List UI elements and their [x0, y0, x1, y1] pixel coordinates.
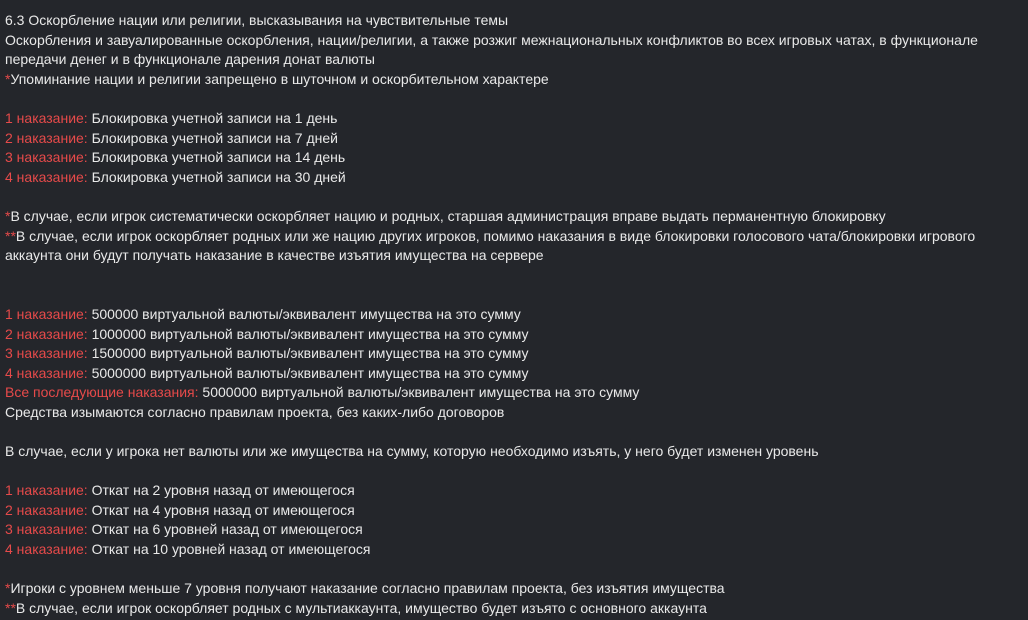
punishment-label: 2 наказание:: [5, 129, 88, 146]
rule-note-3-line-2: аккаунта они будут получать наказание в качестве изъятия имущества на сервере: [5, 247, 544, 264]
note-text: Игроки с уровнем меньше 7 уровня получают наказание согласно правилам проекта, без изъятия имущества: [10, 580, 725, 597]
punishment-text: Откат на 2 уровня назад от имеющегося: [87, 482, 355, 499]
punishment-text: Блокировка учетной записи на 14 день: [87, 149, 346, 166]
punishment-label: 1 наказание:: [5, 305, 88, 322]
spacer: [5, 422, 1028, 442]
note-text: В случае, если игрок оскорбляет родных или же нацию других игроков, помимо наказания в виде блокировки голосового чата/блокировки игрового: [15, 227, 976, 244]
spacer: [5, 89, 1028, 109]
fine-punishment-1: [5, 305, 1028, 325]
level-punishment-2: [5, 501, 1028, 521]
punishment-label: 1 наказание:: [5, 109, 88, 126]
note-text: Упоминание нации и религии запрещено в шуточном и оскорбительном характере: [10, 70, 549, 87]
fine-punishment-3: [5, 344, 1028, 364]
fine-note: Средства изымаются согласно правилам проекта, без каких-либо договоров: [5, 403, 505, 420]
punishment-label: 4 наказание:: [5, 541, 88, 558]
level-punishment-3: [5, 520, 1028, 540]
double-star-marker: **: [5, 227, 16, 244]
block-punishment-4: [5, 168, 1028, 188]
rule-description-line-2: передачи денег и в функционале дарения донат валюты: [5, 51, 375, 68]
fine-punishment-subsequent: [5, 383, 1028, 403]
level-punishment-1: [5, 481, 1028, 501]
punishment-text: Откат на 4 уровня назад от имеющегося: [87, 501, 355, 518]
punishment-text: 5000000 виртуальной валюты/эквивалент имущества на это сумму: [198, 384, 640, 401]
block-punishment-2: [5, 129, 1028, 149]
rule-note-4: [5, 579, 1028, 599]
rule-note-5: [5, 599, 1028, 619]
rule-description-line-1: Оскорбления и завуалированные оскорбления, нации/религии, а также розжиг межнациональных конфликтов во всех игровых чатах, в функционале: [5, 31, 978, 48]
rule-note-3-line-1: [5, 227, 1028, 247]
rule-note-1: [5, 70, 1028, 90]
punishment-text: Откат на 6 уровней назад от имеющегося: [87, 521, 363, 538]
punishment-label: Все последующие наказания:: [5, 384, 199, 401]
punishment-label: 4 наказание:: [5, 364, 88, 381]
punishment-label: 3 наказание:: [5, 149, 88, 166]
punishment-label: 3 наказание:: [5, 521, 88, 538]
fine-punishment-2: [5, 325, 1028, 345]
level-punishment-4: [5, 540, 1028, 560]
rule-title: 6.3 Оскорбление нации или религии, высказывания на чувствительные темы: [5, 12, 509, 28]
punishment-label: 4 наказание:: [5, 168, 88, 185]
star-marker: *: [5, 207, 11, 224]
punishment-text: Откат на 10 уровней назад от имеющегося: [87, 541, 371, 558]
punishment-text: Блокировка учетной записи на 7 дней: [87, 129, 338, 146]
punishment-text: 1000000 виртуальной валюты/эквивалент имущества на это сумму: [87, 325, 529, 342]
spacer: [5, 560, 1028, 580]
spacer: [5, 285, 1028, 305]
star-marker: *: [5, 70, 11, 87]
fine-punishment-4: [5, 364, 1028, 384]
block-punishment-1: [5, 109, 1028, 129]
punishment-text: 1500000 виртуальной валюты/эквивалент имущества на это сумму: [87, 345, 529, 362]
punishment-text: 500000 виртуальной валюты/эквивалент имущества на это сумму: [87, 305, 521, 322]
level-intro: В случае, если у игрока нет валюты или же имущества на сумму, которую необходимо изъять, у него будет изменен уровень: [5, 443, 819, 460]
star-marker: *: [5, 580, 11, 597]
spacer: [5, 187, 1028, 207]
spacer: [5, 462, 1028, 482]
punishment-label: 1 наказание:: [5, 482, 88, 499]
note-text: В случае, если игрок оскорбляет родных с мультиаккаунта, имущество будет изъято с основного аккаунта: [15, 599, 707, 616]
note-text: В случае, если игрок систематически оскорбляет нацию и родных, старшая администрация вправе выдать перманентную блокировку: [10, 207, 886, 224]
punishment-label: 3 наказание:: [5, 345, 88, 362]
punishment-text: Блокировка учетной записи на 30 дней: [87, 168, 346, 185]
block-punishment-3: [5, 148, 1028, 168]
punishment-label: 2 наказание:: [5, 501, 88, 518]
spacer: [5, 266, 1028, 286]
rule-note-2: [5, 207, 1028, 227]
double-star-marker: **: [5, 599, 16, 616]
punishment-label: 2 наказание:: [5, 325, 88, 342]
punishment-text: 5000000 виртуальной валюты/эквивалент имущества на это сумму: [87, 364, 529, 381]
punishment-text: Блокировка учетной записи на 1 день: [87, 109, 338, 126]
